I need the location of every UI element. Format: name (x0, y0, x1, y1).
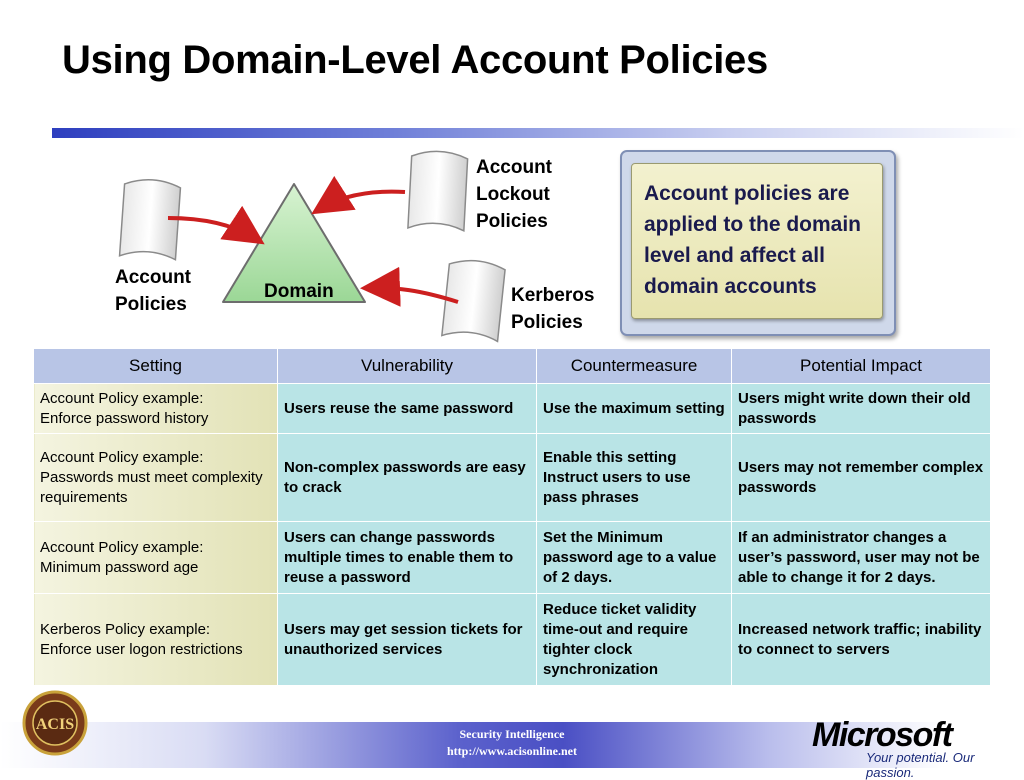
impact-cell: Users might write down their old passwords (732, 384, 991, 434)
acis-seal-logo (22, 690, 88, 756)
microsoft-tagline: Your potential. Our passion. (866, 750, 975, 780)
impact-cell: Users may not remember complex passwords (732, 434, 991, 522)
footer-link[interactable]: http://www.acisonline.net (446, 744, 577, 758)
countermeasure-cell: Use the maximum setting (537, 384, 732, 434)
arrow-account-to-domain (168, 218, 258, 240)
account-policies-label: Account Policies (115, 267, 191, 315)
vulnerability-cell: Users may get session tickets for unauthorized services (278, 594, 537, 686)
lockout-policies-scroll-icon (408, 150, 468, 231)
domain-label: Domain (264, 281, 334, 302)
countermeasure-cell: Reduce ticket validity time-out and require tighter clock synchronization (537, 594, 732, 686)
header-potential-impact: Potential Impact (732, 349, 991, 384)
title-underline-bar (52, 128, 1024, 138)
table-row (34, 434, 991, 522)
footer-line-1: Security Intelligence (459, 727, 565, 741)
callout-note (631, 163, 883, 319)
setting-cell: Kerberos Policy example: Enforce user logon restrictions (34, 594, 278, 686)
policy-table (33, 348, 991, 686)
slide-title: Using Domain-Level Account Policies (62, 38, 768, 82)
vulnerability-cell: Non-complex passwords are easy to crack (278, 434, 537, 522)
vulnerability-cell: Users reuse the same password (278, 384, 537, 434)
lockout-policies-label: Account Lockout Policies (476, 157, 552, 232)
impact-cell: If an administrator changes a user’s password, user may not be able to change it for 2 days. (732, 522, 991, 594)
countermeasure-cell: Set the Minimum password age to a value of 2 days. (537, 522, 732, 594)
table-row (34, 594, 991, 686)
vulnerability-cell: Users can change passwords multiple times to enable them to reuse a password (278, 522, 537, 594)
setting-cell: Account Policy example: Enforce password history (34, 384, 278, 434)
kerberos-policies-label: Kerberos Policies (511, 285, 595, 333)
setting-cell: Account Policy example: Passwords must meet complexity requirements (34, 434, 278, 522)
header-setting: Setting (34, 349, 278, 384)
table-header-row (34, 349, 991, 384)
callout-box (620, 150, 896, 336)
header-vulnerability: Vulnerability (278, 349, 537, 384)
seal-text: ACIS (35, 716, 75, 733)
callout-text: Account policies are applied to the domain level and affect all domain accounts (644, 182, 862, 298)
setting-cell: Account Policy example: Minimum password age (34, 522, 278, 594)
microsoft-logo: Microsoft (812, 716, 952, 754)
arrow-lockout-to-domain (318, 192, 405, 210)
countermeasure-cell: Enable this setting Instruct users to use pass phrases (537, 434, 732, 522)
impact-cell: Increased network traffic; inability to connect to servers (732, 594, 991, 686)
table-row (34, 522, 991, 594)
table-row (34, 384, 991, 434)
header-countermeasure: Countermeasure (537, 349, 732, 384)
arrow-kerberos-to-domain (368, 288, 458, 302)
